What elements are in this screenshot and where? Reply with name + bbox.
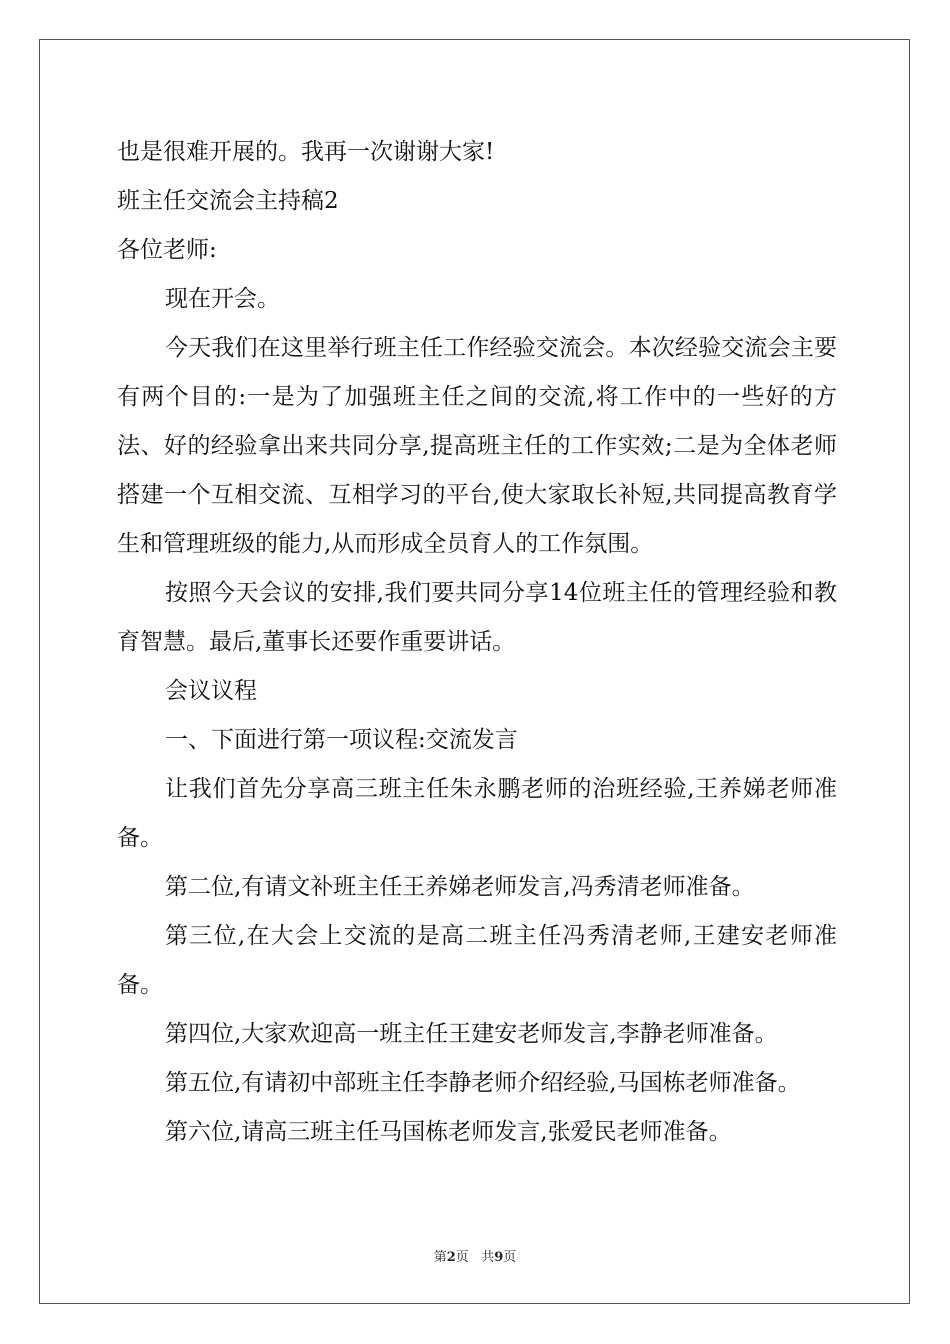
agenda-heading: 会议议程 bbox=[165, 678, 257, 704]
total-pages: 9 bbox=[494, 1250, 504, 1265]
paragraph: 第三位,在大会上交流的是高二班主任冯秀清老师,王建安老师准备。 bbox=[117, 923, 837, 998]
page-prefix: 第 bbox=[433, 1250, 447, 1265]
section-title: 班主任交流会主持稿2 bbox=[117, 188, 339, 214]
paragraph: 按照今天会议的安排,我们要共同分享14位班主任的管理经验和教育智慧。最后,董事长还要作重要讲话。 bbox=[117, 580, 837, 655]
paragraph: 今天我们在这里举行班主任工作经验交流会。本次经验交流会主要有两个目的:一是为了加强班主任之间的交流,将工作中的一些好的方法、好的经验拿出来共同分享,提高班主任的工作实效;二是为全体老师搭建一个互相交流、互相学习的平台,使大家取长补短,共同提高教育学生和管理班级的能力,从而形成全员育人的工作氛围。 bbox=[117, 335, 837, 557]
paragraph: 第四位,大家欢迎高一班主任王建安老师发言,李静老师准备。 bbox=[165, 1021, 778, 1047]
paragraph: 第五位,有请初中部班主任李静老师介绍经验,马国栋老师准备。 bbox=[165, 1070, 801, 1096]
agenda-item: 一、下面进行第一项议程:交流发言 bbox=[165, 727, 518, 753]
paragraph: 第六位,请高三班主任马国栋老师发言,张爱民老师准备。 bbox=[165, 1119, 732, 1145]
page-suffix: 页 bbox=[455, 1250, 469, 1265]
paragraph: 现在开会。 bbox=[165, 286, 280, 312]
salutation: 各位老师: bbox=[117, 237, 217, 263]
page-number: 2 bbox=[446, 1250, 456, 1265]
total-prefix: 共 bbox=[481, 1250, 495, 1265]
total-suffix: 页 bbox=[503, 1250, 517, 1265]
paragraph: 也是很难开展的。我再一次谢谢大家! bbox=[117, 139, 495, 165]
paragraph: 让我们首先分享高三班主任朱永鹏老师的治班经验,王养娣老师准备。 bbox=[117, 776, 837, 851]
page-footer bbox=[0, 1246, 950, 1265]
paragraph: 第二位,有请文补班主任王养娣老师发言,冯秀清老师准备。 bbox=[165, 874, 755, 900]
document-body bbox=[117, 128, 837, 1157]
